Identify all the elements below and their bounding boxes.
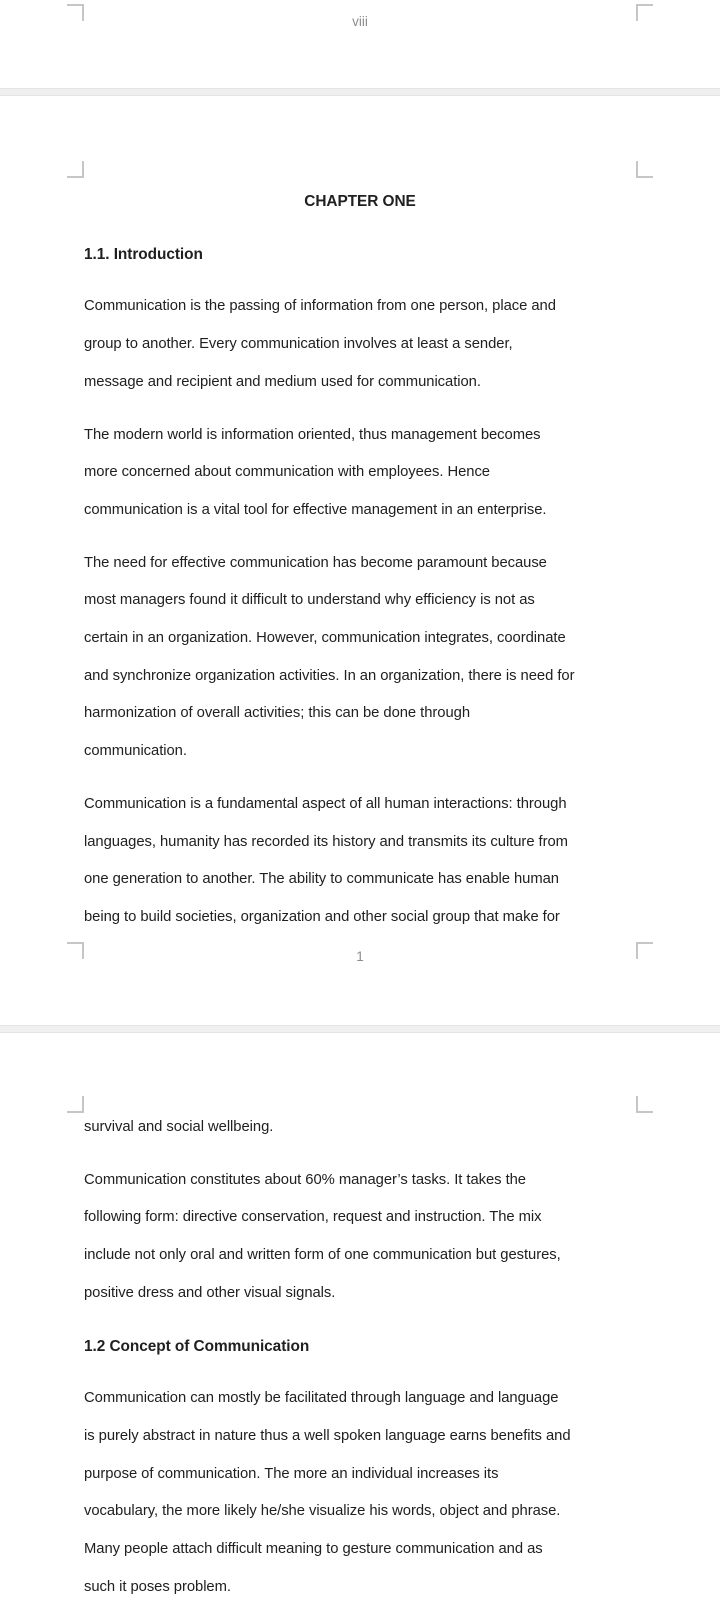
text-line: purpose of communication. The more an individual increases its xyxy=(84,1465,499,1482)
text-line: group to another. Every communication involves at least a sender, xyxy=(84,336,513,353)
text-line: most managers found it difficult to understand why efficiency is not as xyxy=(84,592,535,609)
chapter-heading-text: CHAPTER ONE xyxy=(304,193,416,210)
text-line: Communication is the passing of information from one person, place and xyxy=(84,298,556,315)
text-line: and synchronize organization activities. In an organization, there is need for xyxy=(84,667,575,684)
text-line: harmonization of overall activities; this can be done through xyxy=(84,705,471,722)
text-line: positive dress and other visual signals. xyxy=(84,1284,336,1301)
text-line: communication is a vital tool for effective management in an enterprise. xyxy=(84,501,547,518)
text-line: one generation to another. The ability to communicate has enable human xyxy=(84,871,559,888)
text-line: Communication constitutes about 60% manager’s tasks. It takes the xyxy=(84,1171,526,1188)
page1-page-number: 1 xyxy=(356,949,364,964)
text-line: The need for effective communication has become paramount because xyxy=(84,554,547,571)
text-line: survival and social wellbeing. xyxy=(84,1119,274,1135)
text-line: communication. xyxy=(84,743,187,760)
text-line: Communication can mostly be facilitated through language and language xyxy=(84,1390,559,1407)
text-line: The modern world is information oriented, thus management becomes xyxy=(84,426,541,443)
section-heading-1-1 xyxy=(84,236,636,274)
page2-top-right-corner-mark xyxy=(636,1096,653,1113)
paragraph xyxy=(84,786,636,937)
prev-page-number: viii xyxy=(352,14,368,29)
paragraph xyxy=(84,545,636,771)
text-line: being to build societies, organization and other social group that make for xyxy=(84,908,560,925)
text-line: Communication is a fundamental aspect of all human interactions: through xyxy=(84,795,567,812)
chapter-heading xyxy=(84,183,636,221)
page-separator xyxy=(0,88,720,96)
page-separator xyxy=(0,1025,720,1033)
text-line: languages, humanity has recorded its history and transmits its culture from xyxy=(84,833,568,850)
section-heading-1-2 xyxy=(84,1328,636,1366)
text-line: more concerned about communication with employees. Hence xyxy=(84,464,490,481)
paragraph xyxy=(84,288,636,401)
page1-top-left-corner-mark xyxy=(67,161,84,178)
text-line: such it poses problem. xyxy=(84,1578,231,1595)
page1-top-right-corner-mark xyxy=(636,161,653,178)
text-line: is purely abstract in nature thus a well spoken language earns benefits and xyxy=(84,1427,571,1444)
text-line: message and recipient and medium used for communication. xyxy=(84,373,481,390)
text-line: certain in an organization. However, communication integrates, coordinate xyxy=(84,630,566,647)
section-heading-1-2-text: 1.2 Concept of Communication xyxy=(84,1337,310,1355)
text-line: vocabulary, the more likely he/she visualize his words, object and phrase. xyxy=(84,1503,561,1520)
paragraph xyxy=(84,417,636,530)
paragraph xyxy=(84,1380,636,1600)
page1-content xyxy=(84,183,636,937)
page2-content xyxy=(84,1109,636,1600)
text-line: following form: directive conservation, request and instruction. The mix xyxy=(84,1209,542,1226)
paragraph-continuation xyxy=(84,1109,636,1147)
section-heading-1-1-text: 1.1. Introduction xyxy=(84,245,203,263)
paragraph xyxy=(84,1162,636,1313)
text-line: include not only oral and written form of one communication but gestures, xyxy=(84,1247,561,1264)
text-line: Many people attach difficult meaning to gesture communication and as xyxy=(84,1541,543,1558)
page2-top-left-corner-mark xyxy=(67,1096,84,1113)
